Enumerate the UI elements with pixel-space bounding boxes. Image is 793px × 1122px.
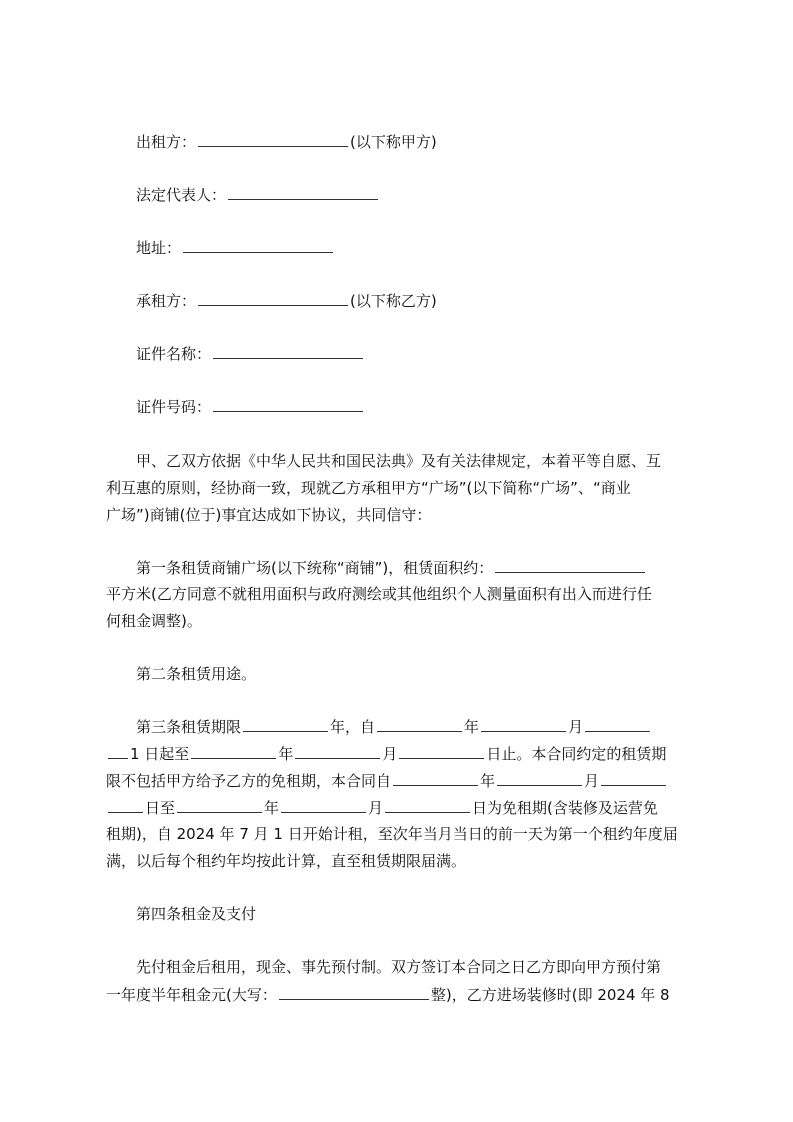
lessee-suffix: (以下称乙方) bbox=[350, 292, 437, 310]
article-3-line-3 bbox=[106, 770, 704, 791]
start-month-blank[interactable] bbox=[481, 716, 566, 732]
rent-amount-blank[interactable] bbox=[279, 984, 429, 1000]
rent-text: 一年度半年租金元(大写： bbox=[106, 986, 277, 1004]
preamble-line-1: 甲、乙双方依据《中华人民共和国民法典》及有关法律规定，本着平等自愿、互 bbox=[136, 452, 662, 470]
free-start-month-blank[interactable] bbox=[497, 770, 582, 786]
free-to-text: 日至 bbox=[145, 799, 176, 817]
free-start-year-blank[interactable] bbox=[393, 770, 478, 786]
free-end-day-blank[interactable] bbox=[385, 797, 470, 813]
article-2-heading: 第二条租赁用途。 bbox=[136, 665, 257, 683]
article-3-line-6: 满，以后每个租约年均按此计算，直至租赁期限届满。 bbox=[106, 852, 467, 870]
lessee-label: 承租方： bbox=[136, 292, 197, 310]
article-1-line-3: 何租金调整)。 bbox=[106, 612, 202, 630]
from-text: ，自 bbox=[345, 718, 376, 736]
rent-text-cont: 整)，乙方进场装修时(即 2024 年 8 bbox=[430, 986, 670, 1004]
address-line bbox=[106, 237, 734, 258]
year-unit: 年 bbox=[278, 745, 294, 763]
year-unit: 年 bbox=[480, 772, 496, 790]
year-unit: 年 bbox=[464, 718, 480, 736]
legal-rep-line bbox=[106, 184, 734, 205]
end-month-blank[interactable] bbox=[295, 743, 380, 759]
term-years-blank[interactable] bbox=[243, 716, 328, 732]
lessee-blank[interactable] bbox=[198, 290, 348, 306]
start-year-blank[interactable] bbox=[377, 716, 462, 732]
legal-rep-label: 法定代表人： bbox=[136, 186, 227, 204]
month-unit: 月 bbox=[368, 799, 384, 817]
free-end-year-blank[interactable] bbox=[177, 797, 262, 813]
end-text: 日止。本合同约定的租赁期 bbox=[486, 745, 667, 763]
lessor-line bbox=[106, 131, 734, 152]
article-3-line-1 bbox=[106, 716, 734, 737]
article-3-heading: 第三条租赁期限 bbox=[136, 718, 242, 736]
article-4-line-1: 先付租金后租用，现金、事先预付制。双方签订本合同之日乙方即向甲方预付第 bbox=[136, 958, 662, 976]
preamble-line-3: 广场”)商铺(位于)事宜达成如下协议，共同信守： bbox=[106, 506, 432, 524]
article-3-line-5: 租期)，自 2024 年 7 月 1 日开始计租，至次年当月当日的前一天为第一个租约年度届 bbox=[106, 825, 678, 843]
id-type-label: 证件名称： bbox=[136, 345, 212, 363]
address-label: 地址： bbox=[136, 239, 182, 257]
month-unit: 月 bbox=[568, 718, 584, 736]
article-1-line-2: 平方米(乙方同意不就租用面积与政府测绘或其他组织个人测量面积有出入而进行任 bbox=[106, 585, 652, 603]
article-1-text: 第一条租赁商铺广场(以下统称“商铺”)，租赁面积约： bbox=[136, 559, 494, 577]
lessor-blank[interactable] bbox=[198, 131, 348, 147]
year-unit: 年 bbox=[264, 799, 280, 817]
area-blank[interactable] bbox=[495, 557, 645, 573]
year-unit: 年 bbox=[330, 718, 346, 736]
id-number-label: 证件号码： bbox=[136, 398, 212, 416]
start-day-text: 1 日起至 bbox=[130, 745, 190, 763]
start-day-blank-cont[interactable] bbox=[108, 743, 128, 759]
address-blank[interactable] bbox=[183, 237, 333, 253]
article-3-line-2 bbox=[106, 743, 704, 764]
legal-rep-blank[interactable] bbox=[228, 184, 378, 200]
free-period-text: 限不包括甲方给予乙方的免租期，本合同自 bbox=[106, 772, 392, 790]
id-type-blank[interactable] bbox=[213, 343, 363, 359]
month-unit: 月 bbox=[382, 745, 398, 763]
article-1-line-1 bbox=[106, 557, 734, 578]
id-number-line bbox=[106, 396, 734, 417]
free-start-day-blank-cont[interactable] bbox=[108, 797, 143, 813]
start-day-blank[interactable] bbox=[585, 716, 650, 732]
id-number-blank[interactable] bbox=[213, 396, 363, 412]
article-4-line-2 bbox=[106, 984, 704, 1005]
lessee-line bbox=[106, 290, 734, 311]
article-3-line-4 bbox=[106, 797, 704, 818]
free-end-month-blank[interactable] bbox=[281, 797, 366, 813]
end-year-blank[interactable] bbox=[191, 743, 276, 759]
id-type-line bbox=[106, 343, 734, 364]
free-period-note: 日为免租期(含装修及运营免 bbox=[472, 799, 658, 817]
month-unit: 月 bbox=[584, 772, 600, 790]
lessor-suffix: (以下称甲方) bbox=[350, 133, 437, 151]
lessor-label: 出租方： bbox=[136, 133, 197, 151]
preamble-line-2: 利互惠的原则，经协商一致，现就乙方承租甲方“广场”(以下简称“广场”、“商业 bbox=[106, 479, 631, 497]
end-day-blank[interactable] bbox=[399, 743, 484, 759]
article-4-heading: 第四条租金及支付 bbox=[136, 905, 257, 923]
free-start-day-blank[interactable] bbox=[601, 770, 666, 786]
